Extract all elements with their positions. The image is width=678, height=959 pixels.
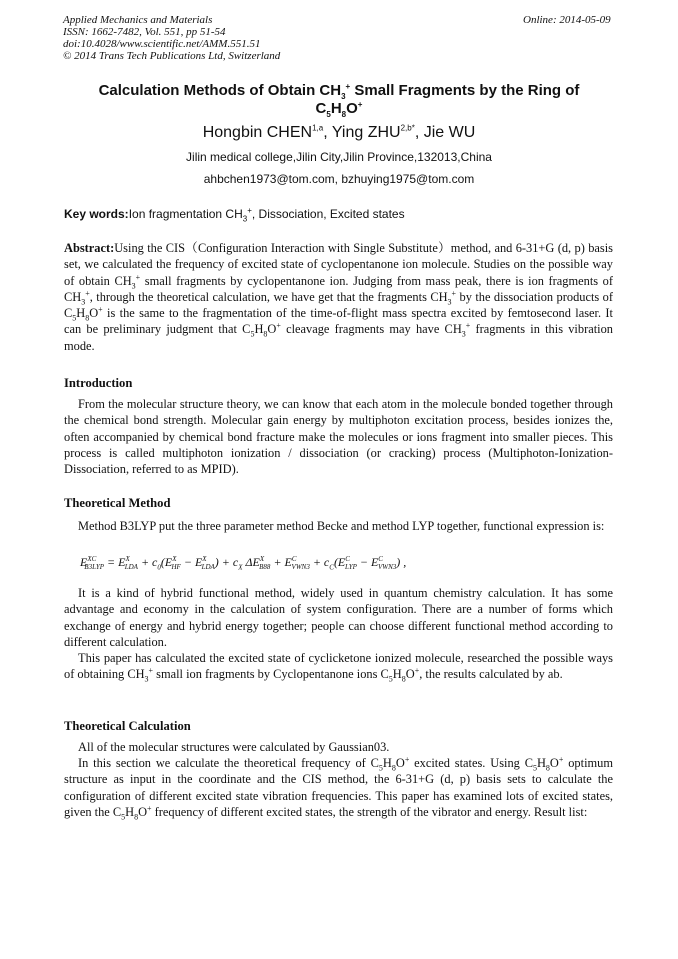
theoretical-method-heading: Theoretical Method [64, 496, 171, 510]
doi-line[interactable]: doi:10.4028/www.scientific.net/AMM.551.51 [63, 38, 261, 50]
issn-line: ISSN: 1662-7482, Vol. 551, pp 51-54 [63, 26, 226, 38]
theoretical-method-p1: Method B3LYP put the three parameter method Becke and method LYP together, functional expression is: [78, 519, 605, 533]
keywords-label: Key words: [64, 207, 129, 221]
theoretical-method-p3: This paper has calculated the excited state of cyclicketone ionized molecule, researched the possible ways of obtaining $CH_3^+$ small ion fragments by Cyclopentanone ions $C_5H_8O^+$, the results calculated by ab. [64, 651, 613, 684]
copyright-line: © 2014 Trans Tech Publications Ltd, Switzerland [63, 50, 281, 62]
keywords-text: Ion fragmentation $CH_3^+$, Dissociation, Excited states [128, 206, 405, 224]
keywords [64, 206, 614, 222]
abstract [64, 240, 613, 354]
b3lyp-equation: $E^{XC}_{B3LYP} = E^X_{LDA} + c_0(E^X_{HF} - E^X_{LDA}) + c_X$ $\Delta E^X_{B88} + E^C_{VWN3} + c_C(E^C_{LYP} - E^C_{VWN3})$ , [80, 555, 407, 572]
emails[interactable]: ahbchen1973@tom.com, bzhuying1975@tom.com [203, 172, 475, 186]
author-2: Ying ZHU [331, 124, 401, 141]
abstract-label: Abstract: [64, 241, 115, 255]
author-list: Hongbin CHEN$^{1,a}$, Ying $ZHU^{2,b*}$, Jie WU [202, 123, 476, 141]
abstract-text: Using the CIS（Configuration Interaction with Single Substitute）method, and 6-31+G (d, p) basis set, we calculated the frequency of excited state of cyclopentanone ion molecule. Studies on the possible way of obtain $CH_3^+$ small fragments by cyclopentanone ion. Judging from mass peak, there is ion fragments of $CH_3^+$, through the theoretical calculation, we have get that the fragments $CH_3^+$ by the dissociation products of $C_5H_8O^+$ is the same to the fragmentation of the time-of-flight mass spectra excited by femtosecond laser. It can be preliminary judgment that $C_5H_8O^+$ cleavage fragments may have $CH_3^+$ fragments in this vibration mode. [64, 241, 613, 353]
theoretical-method-p2: It is a kind of hybrid functional method, widely used in quantum chemistry calculation. It has some advantage and economy in the calculation of system configuration. There are a number of forms which exchange of energy and hybrid energy together; people can choose different functional method according to different calculation. [64, 586, 613, 649]
theoretical-calculation-p1: All of the molecular structures were calculated by Gaussian03. [78, 740, 390, 754]
theoretical-calculation-p2: In this section we calculate the theoretical frequency of $C_5H_8O^+$ excited states. Using $C_5H_8O^+$ optimum structure as input in the coordinate and the CIS method, the 6-31+G (d, p) basis sets to calculate the configuration of different excited state vibration frequencies. This paper has examined lots of excited states, given the $C_5H_8O^+$ frequency of different excited states, the strength of the vibrator and energy. Result list: [64, 754, 613, 822]
title-formula: $C_5H_8O^+$ [315, 100, 363, 119]
author-1: Hongbin CHEN [202, 124, 313, 141]
affiliation: Jilin medical college,Jilin City,Jilin Province,132013,China [186, 150, 492, 164]
online-date: Online: 2014-05-09 [523, 14, 611, 26]
paper-title: Calculation Methods of Obtain $CH_3^+$ Small Fragments by the Ring of $C_5H_8O^+$ [64, 82, 614, 118]
theoretical-calculation-heading: Theoretical Calculation [64, 719, 191, 733]
author-3: Jie WU [423, 124, 476, 141]
journal-name: Applied Mechanics and Materials [63, 14, 213, 26]
header-left [63, 14, 280, 62]
introduction-text: From the molecular structure theory, we can know that each atom in the molecule bonded together through the chemical bond strength. Molecular gain energy by multiphoton excitation process, besides ionizes the, often accompanied by chemical bond fracture make the molecules or ions fragment into smaller pieces. This process is called multiphoton ionization / dissociation (or cracking) process (Multiphoton-Ionization-Dissociation, referred to as MPID). [64, 397, 613, 477]
introduction-heading: Introduction [64, 376, 133, 390]
